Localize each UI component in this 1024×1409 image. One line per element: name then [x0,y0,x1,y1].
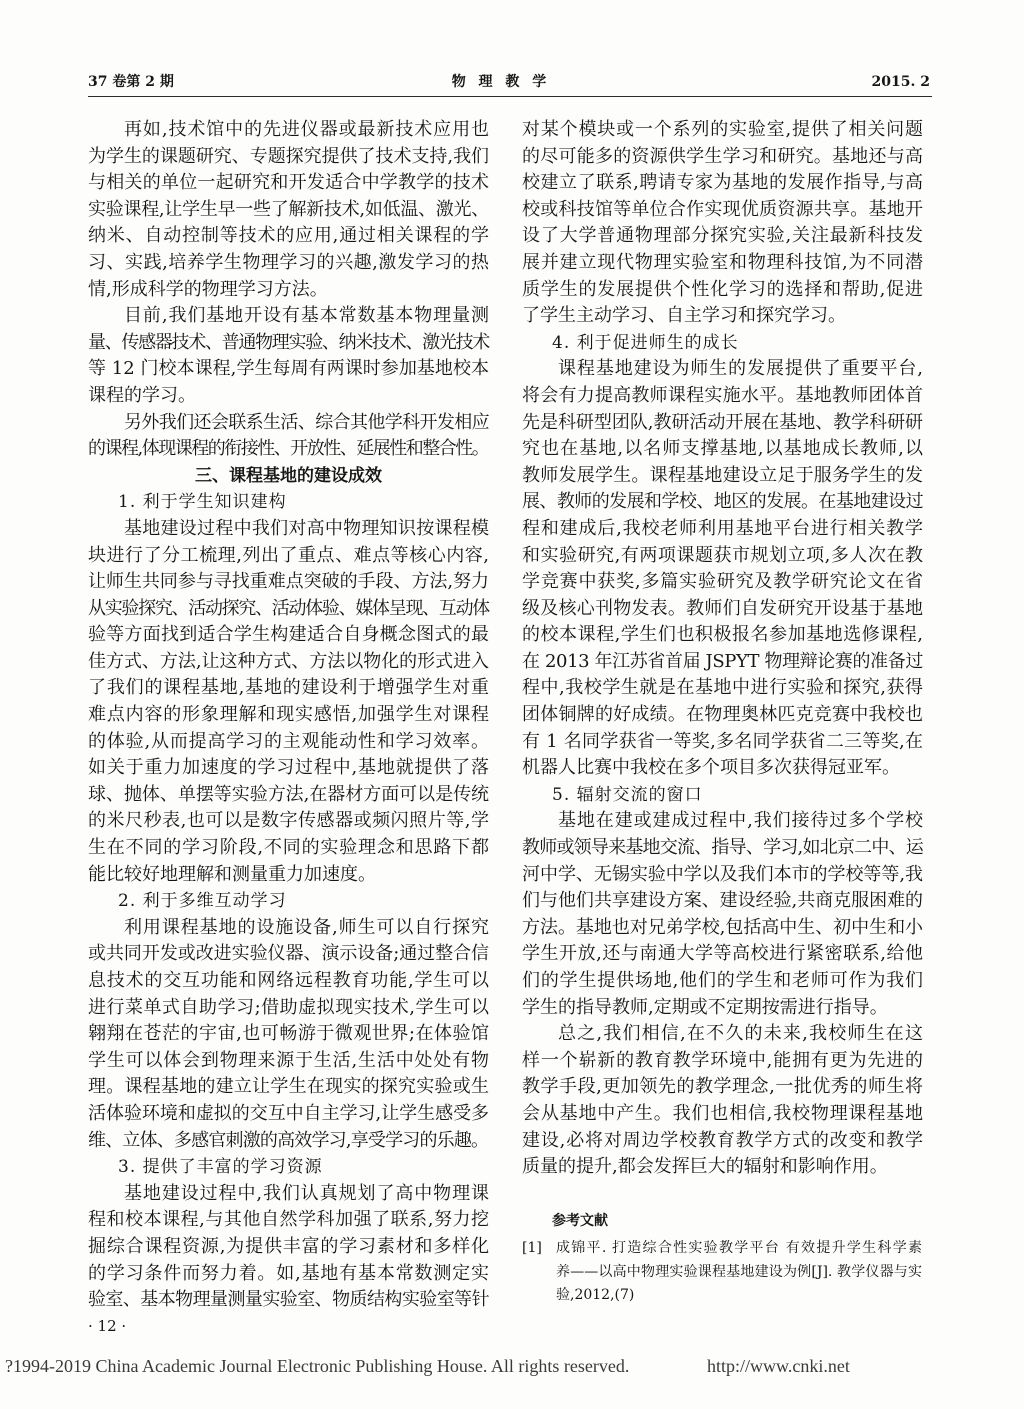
text-line: 学生的指导教师,定期或不定期按需进行指导。 [522,996,888,1018]
subsection-heading: 1. 利于学生知识建构 [118,492,287,513]
text-line: 对某个模块或一个系列的实验室,提供了相关问题 [522,119,923,140]
text-line: 团体铜牌的好成绩。在物理奥林匹克竞赛中我校也 [522,704,923,726]
paragraph [522,1021,923,1181]
text-line: 活体验环境和虚拟的交互中自主学习,让学生感受多 [88,1102,489,1124]
paragraph [522,808,923,1021]
paragraph [522,356,923,782]
paragraph [88,915,489,1154]
text-line: 的校本课程,学生们也积极报名参加基地选修课程, [522,624,923,646]
text-line: 机器人比赛中我校在多个项目多次获得冠亚军。 [522,757,900,779]
text-line: 校或科技馆等单位合作实现优质资源共享。基地开 [522,198,923,220]
text-line: 校建立了联系,聘请专家为基地的发展作指导,与高 [522,172,923,194]
text-line: 建设,必将对周边学校教育教学方式的改变和教学 [522,1129,923,1151]
text-line: 程中,我校学生就是在基地中进行实验和探究,获得 [522,677,923,699]
text-line: 学生可以体会到物理来源于生活,生活中处处有物 [88,1049,489,1071]
text-line: 先是科研型团队,教研活动开展在基地、教学科研研 [522,411,923,433]
text-line: 课程的学习。 [88,384,196,406]
text-line: 进行菜单式自助学习;借助虚拟现实技术,学生可以 [88,996,489,1018]
text-line: 难点内容的形象理解和现实感悟,加强学生对课程 [88,704,489,726]
text-line: 验等方面找到适合学生构建适合自身概念图式的最 [88,624,489,646]
header-journal-name: 物 理 教 学 [451,74,551,90]
paragraph [88,117,489,303]
text-line: 实验课程,让学生早一些了解新技术,如低温、激光、 [88,198,489,220]
text-line: 让师生共同参与寻找重难点突破的手段、方法,努力 [88,571,489,593]
text-line: 等 12 门校本课程,学生每周有两课时参加基地校本 [88,358,489,380]
text-line: 程和建成后,我校老师利用基地平台进行相关教学 [522,517,923,539]
text-line: 教师或领导来基地交流、指导、学习,如北京二中、运 [522,837,923,859]
references-heading: 参考文献 [552,1213,608,1229]
reference-label: [1] [522,1240,542,1256]
text-line: 情,形成科学的物理学习方法。 [88,278,328,300]
text-line: 学生开放,还与南通大学等高校进行紧密联系,给他 [522,943,923,965]
text-line: 的米尺秒表,也可以是数字传感器或频闪照片等,学 [88,810,489,832]
text-line: 样一个崭新的教育教学环境中,能拥有更为先进的 [522,1049,923,1071]
text-line: 量、传感器技术、普通物理实验、纳米技术、激光技术 [88,331,489,353]
paragraph [522,117,923,330]
text-line: 验室、基本物理量测量实验室、物质结构实验室等针 [88,1289,489,1311]
text-line: 质学生的发展提供个性化学习的选择和帮助,促进 [522,278,923,300]
text-line: 如关于重力加速度的学习过程中,基地就提供了落 [88,757,489,779]
reference-line: 成锦平. 打造综合性实验教学平台 有效提升学生科学素 [556,1240,922,1256]
text-line: 质量的提升,都会发挥巨大的辐射和影响作用。 [522,1156,888,1178]
reference-line: 养——以高中物理实验课程基地建设为例[J]. 教学仪器与实 [556,1263,922,1280]
text-line: 纳米、自动控制等技术的应用,通过相关课程的学 [88,225,489,247]
text-line: 息技术的交互功能和网络远程教育功能,学生可以 [88,970,489,991]
text-line: 能比较好地理解和测量重力加速度。 [88,863,376,885]
text-line: 生在不同的学习阶段,不同的实验理念和思路下都 [88,837,489,859]
text-line: 理。课程基地的建立让学生在现实的探究实验或生 [88,1076,489,1098]
text-line: 教学手段,更加领先的教学理念,一批优秀的师生将 [522,1076,923,1098]
text-line: 们与他们共享建设方案、建设经验,共商克服困难的 [522,890,923,912]
text-line: 利用课程基地的设施设备,师生可以自行探究 [124,916,489,938]
text-line: 佳方式、方法,让这种方式、方法以物化的形式进入 [88,650,489,672]
text-line: 方法。基地也对兄弟学校,包括高中生、初中生和小 [522,916,923,938]
text-line: 或共同开发或改进实验仪器、演示设备;通过整合信 [88,943,489,965]
text-line: 总之,我们相信,在不久的未来,我校师生在这 [558,1023,923,1045]
text-line: 基地建设过程中我们对高中物理知识按课程模 [124,517,489,539]
footer-url: http://www.cnki.net [707,1356,850,1376]
paragraph [88,1181,489,1314]
text-line: 级及核心刊物发表。教师们自发研究开设基于基地 [522,597,923,619]
text-line: 教师发展学生。课程基地建设立足于服务学生的发 [522,464,923,486]
paragraph [88,410,489,463]
text-line: 课程基地建设为师生的发展提供了重要平台, [558,358,923,380]
text-line: 维、立体、多感官刺激的高效学习,享受学习的乐趣。 [88,1129,489,1151]
text-line: 们的学生提供场地,他们的学生和老师可作为我们 [522,970,923,991]
text-line: 块进行了分工梳理,列出了重点、难点等核心内容, [88,544,489,566]
page-number: · 12 · [88,1317,127,1335]
text-line: 设了大学普通物理部分探究实验,关注最新科技发 [522,225,923,247]
text-line: 基地建设过程中,我们认真规划了高中物理课 [124,1182,489,1204]
text-line: 为学生的课题研究、专题探究提供了技术支持,我们 [88,145,489,167]
text-line: 与相关的单位一起研究和开发适合中学教学的技术 [88,172,489,194]
text-line: 掘综合课程资源,为提供丰富的学习素材和多样化 [88,1235,489,1257]
section-heading: 三、课程基地的建设成效 [195,465,382,486]
text-line: 和实验研究,有两项课题获市规划立项,多人次在教 [522,544,923,566]
subsection-heading: 5. 辐射交流的窗口 [552,784,703,805]
text-line: 展并建立现代物理实验室和物理科技馆,为不同潜 [522,251,923,273]
text-line: 的尽可能多的资源供学生学习和研究。基地还与高 [522,145,923,167]
text-line: 的学习条件而努力着。如,基地有基本常数测定实 [88,1262,489,1284]
header-date: 2015. 2 [871,74,930,90]
right-column [522,117,923,1181]
text-line: 了我们的课程基地,基地的建设利于增强学生对重 [88,677,489,699]
text-line: 程和校本课程,与其他自然学科加强了联系,努力挖 [88,1209,489,1231]
text-line: 会从基地中产生。我们也相信,我校物理课程基地 [522,1102,923,1124]
left-column [88,117,489,1314]
text-line: 展、教师的发展和学校、地区的发展。在基地建设过 [522,491,923,513]
text-line: 的体验,从而提高学习的主观能动性和学习效率。 [88,730,489,752]
subsection-heading: 3. 提供了丰富的学习资源 [118,1157,323,1178]
text-line: 球、抛体、单摆等实验方法,在器材方面可以是传统 [88,783,489,805]
text-line: 翱翔在苍茫的宇宙,也可畅游于微观世界;在体验馆 [88,1023,489,1045]
subsection-heading: 4. 利于促进师生的成长 [552,332,739,353]
reference-line: 验,2012,(7) [556,1287,635,1303]
text-line: 河中学、无锡实验中学以及我们本市的学校等等,我 [522,863,923,885]
text-line: 习、实践,培养学生物理学习的兴趣,激发学习的热 [88,251,489,273]
subsection-heading: 2. 利于多维互动学习 [118,891,287,912]
text-line: 的课程,体现课程的衔接性、开放性、延展性和整合性。 [88,438,489,460]
footer-copyright: ?1994-2019 China Academic Journal Electronic Publishing House. All rights reserved. [5,1356,630,1376]
text-line: 在 2013 年江苏省首届 JSPYT 物理辩论赛的准备过 [522,650,923,672]
text-line: 另外我们还会联系生活、综合其他学科开发相应 [124,411,489,433]
header-volume-issue: 37 卷第 2 期 [88,74,174,90]
text-line: 将会有力提高教师课程实施水平。基地教师团体首 [522,384,923,406]
text-line: 从实验探究、活动探究、活动体验、媒体呈现、互动体 [88,597,489,619]
text-line: 有 1 名同学获省一等奖,多名同学获省二三等奖,在 [522,730,923,752]
header-rule [88,96,932,97]
text-line: 学竞赛中获奖,多篇实验研究及教学研究论文在省 [522,571,923,593]
text-line: 了学生主动学习、自主学习和探究学习。 [522,305,846,327]
reference-text [556,1237,922,1308]
paragraph [88,516,489,888]
text-line: 基地在建或建成过程中,我们接待过多个学校 [558,810,923,832]
text-line: 再如,技术馆中的先进仪器或最新技术应用也 [124,119,489,140]
text-line: 目前,我们基地开设有基本常数基本物理量测 [124,305,489,327]
text-line: 究也在基地,以名师支撑基地,以基地成长教师,以 [522,438,923,460]
paragraph [88,303,489,409]
